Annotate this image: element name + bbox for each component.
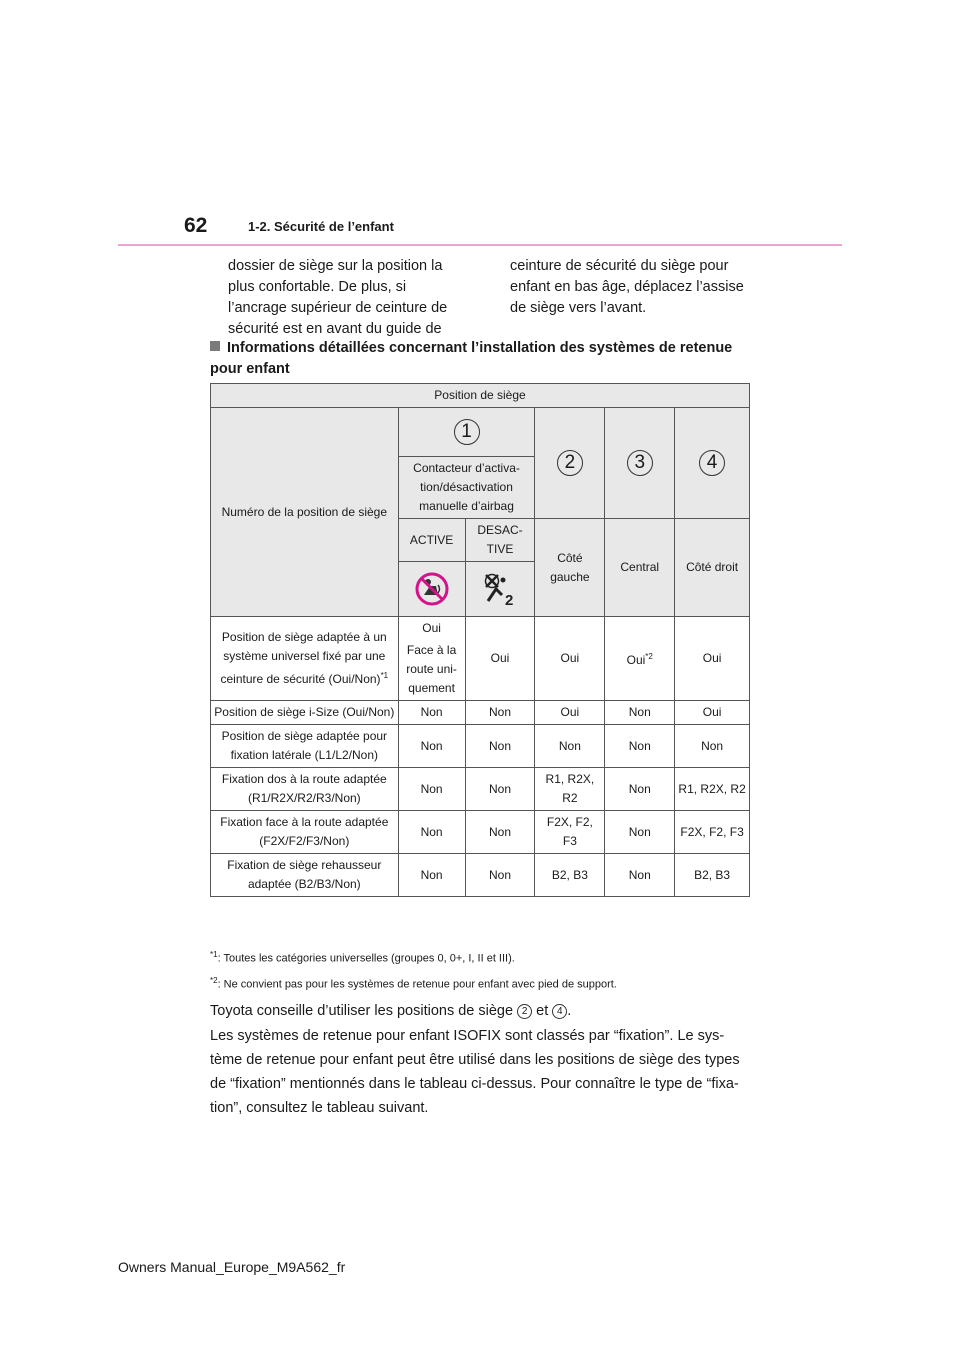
cell: Non: [605, 725, 675, 768]
footnote-1: $^{*1}$: Toutes les catégories universelles (groupes 0, 0+, I, II et III).: [210, 950, 515, 965]
cell: B2, B3: [535, 854, 605, 897]
seat-number-4: 4: [699, 450, 725, 476]
body-paragraph-2: Les systèmes de retenue pour enfant ISOFIX sont classés par “fixation”. Le sys-tème de retenue pour enfant peut être utilisé dans les positions de siège des types de “fixation” mentionnés dans le tableau ci-dessus. Pour connaître le type de “fixa-tion”, consultez le tableau suivant.: [210, 1028, 740, 1116]
table-row: [211, 617, 750, 701]
airbag-on-icon: [414, 571, 450, 607]
section-title: 1-2. Sécurité de l’enfant: [248, 219, 394, 234]
table-header-row: [211, 384, 750, 408]
cell: R1, R2X, R2: [535, 768, 605, 811]
cell: Non: [465, 701, 535, 725]
airbag-switch-label: Contacteur d’activa-tion/désactivation manuelle d’airbag: [398, 457, 535, 519]
seat-number-1: 1: [454, 419, 480, 445]
table-row: [211, 811, 750, 854]
seat-ref-4: 4: [552, 1004, 567, 1019]
seat-number-row: [211, 408, 750, 457]
row-label: Position de siège i-Size (Oui/Non): [211, 701, 399, 725]
section-subheading: [210, 338, 750, 380]
seat-number-2: 2: [557, 450, 583, 476]
cell: Non: [465, 725, 535, 768]
intro-right-column: ceinture de sécurité du siège pour enfant en bas âge, déplacez l’assise de siège vers l’avant.: [510, 258, 744, 316]
footer-text: Owners Manual_Europe_M9A562_fr: [118, 1259, 346, 1275]
cell: Non: [605, 854, 675, 897]
cell: Non: [398, 854, 465, 897]
cell: Non: [605, 768, 675, 811]
cell: Non: [675, 725, 750, 768]
position-header: Position de siège: [211, 384, 750, 408]
cell: R1, R2X, R2: [675, 768, 750, 811]
cell: Oui: [465, 617, 535, 701]
cell: Oui: [535, 701, 605, 725]
cell: B2, B3: [675, 854, 750, 897]
cell: F2X, F2, F3: [535, 811, 605, 854]
side-right-label: Côté droit: [675, 519, 750, 617]
cell: Oui: [675, 617, 750, 701]
bullet-square-icon: [210, 341, 220, 351]
central-label: Central: [605, 519, 675, 617]
subheading-text: Informations détaillées concernant l’installation des systèmes de retenue pour enfant: [210, 340, 733, 377]
airbag-off-icon-cell: [465, 562, 535, 617]
desactive-label: DESAC-TIVE: [465, 519, 535, 562]
row-label-header: Numéro de la position de siège: [211, 408, 399, 617]
intro-left-column: dossier de siège sur la position la plus confortable. De plus, si l’ancrage supérieur de ceinture de sécurité est en avant du guide de: [228, 258, 448, 337]
cell: Non: [605, 701, 675, 725]
seat-position-table: [210, 383, 750, 897]
table-row: [211, 701, 750, 725]
cell: Non: [398, 701, 465, 725]
seat-1-cell: [398, 408, 535, 457]
header-divider: [118, 244, 842, 246]
table-row: [211, 725, 750, 768]
cell: Non: [398, 811, 465, 854]
cell: Oui: [675, 701, 750, 725]
table-row: [211, 768, 750, 811]
cell: Oui Face à la route uni-quement: [398, 617, 465, 701]
row-label: Position de siège adaptée pour fixation latérale (L1/L2/Non): [211, 725, 399, 768]
cell: Non: [605, 811, 675, 854]
seat-number-3: 3: [627, 450, 653, 476]
seat-4-cell: [675, 408, 750, 519]
row-label: Fixation face à la route adaptée (F2X/F2/F3/Non): [211, 811, 399, 854]
cell: Oui: [535, 617, 605, 701]
seat-ref-2: 2: [517, 1004, 532, 1019]
row-label: Fixation de siège rehausseur adaptée (B2/B3/Non): [211, 854, 399, 897]
page-number: 62: [184, 214, 208, 237]
airbag-off-icon: [482, 571, 518, 607]
cell: Non: [398, 768, 465, 811]
seat-3-cell: [605, 408, 675, 519]
cell: Non: [465, 811, 535, 854]
svg-text:2: 2: [505, 592, 514, 607]
active-label: ACTIVE: [398, 519, 465, 562]
cell: Non: [398, 725, 465, 768]
cell: Oui$^{*2}$: [605, 617, 675, 701]
side-left-label: Côté gauche: [535, 519, 605, 617]
footnote-2: $^{*2}$: Ne convient pas pour les systèmes de retenue pour enfant avec pied de support.: [210, 975, 617, 991]
seat-2-cell: [535, 408, 605, 519]
row-label: Fixation dos à la route adaptée (R1/R2X/R2/R3/Non): [211, 768, 399, 811]
footnotes: [210, 944, 770, 995]
cell: Non: [465, 768, 535, 811]
table-row: [211, 854, 750, 897]
cell: F2X, F2, F3: [675, 811, 750, 854]
airbag-on-icon-cell: [398, 562, 465, 617]
row-label: Position de siège adaptée à un système universel fixé par une ceinture de sécurité $(Oui/Non)^{*1}$: [211, 617, 399, 701]
cell: Non: [535, 725, 605, 768]
cell: Non: [465, 854, 535, 897]
body-paragraph-1: Toyota conseille d’utiliser les positions de siège 2 et 4 .: [210, 1003, 572, 1019]
